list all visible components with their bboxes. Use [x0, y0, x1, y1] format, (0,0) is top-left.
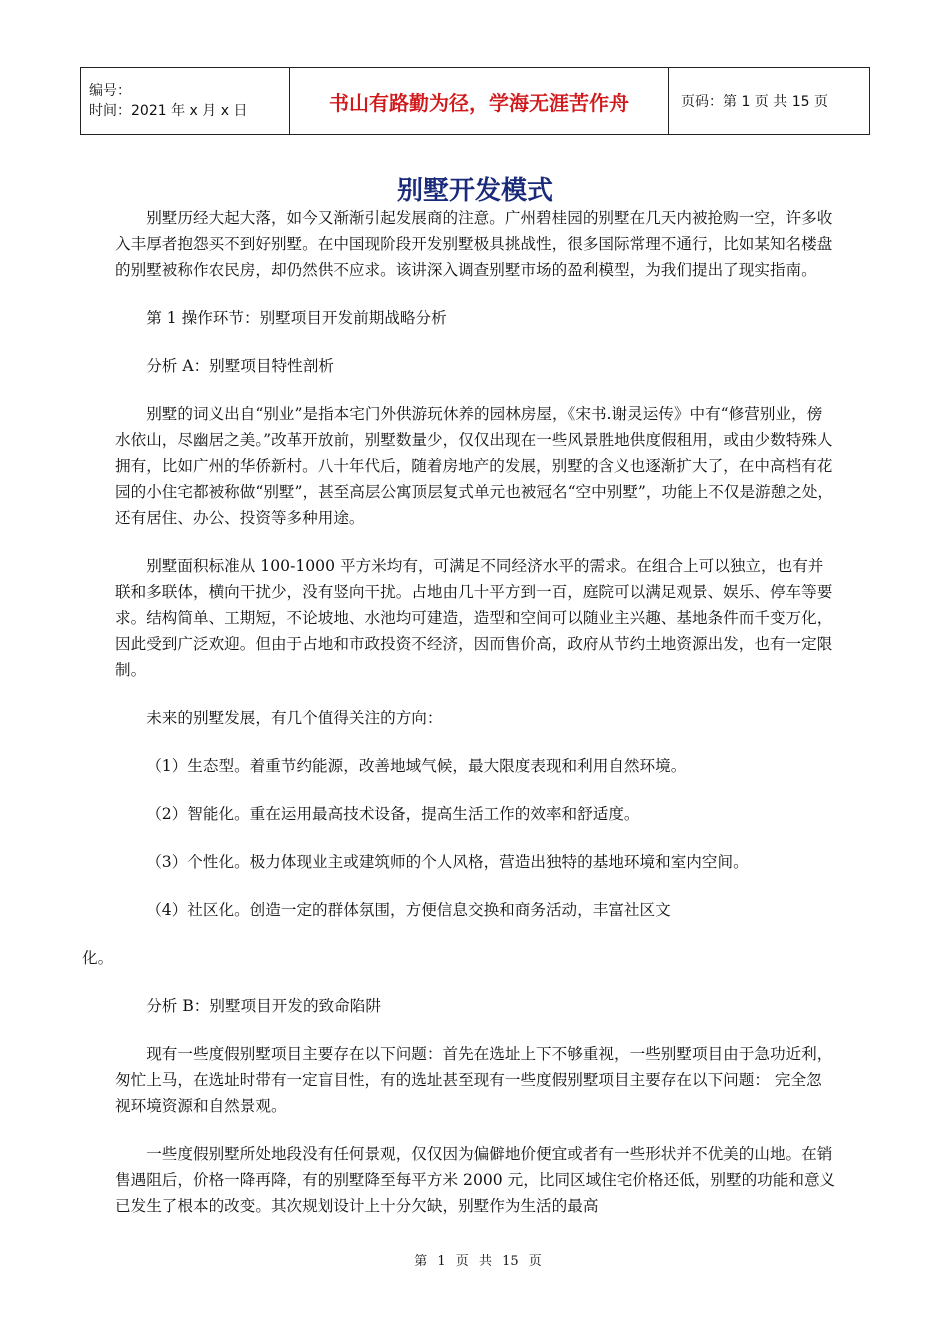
document-date-label: 时间：2021 年 x 月 x 日: [89, 103, 248, 119]
list-item-ecological: （1）生态型。着重节约能源，改善地域气候，最大限度表现和利用自然环境。: [146, 757, 687, 775]
footer-page-number: 1: [437, 1254, 446, 1269]
subsection-heading-b: 分析 B：别墅项目开发的致命陷阱: [146, 997, 381, 1015]
paragraph-problems: 现有一些度假别墅项目主要存在以下问题：首先在选址上下不够重视，一些别墅项目由于急功近利，匆忙上马，在选址时带有一定盲目性，有的选址甚至现有一些度假别墅项目主要存在以下问题： 完全忽视环境资源和自然景观。: [115, 1045, 833, 1115]
paragraph-etymology: 别墅的词义出自“别业”是指本宅门外供游玩休养的园林房屋，《宋书.谢灵运传》中有“修营别业，傍水依山，尽幽居之美。”改革开放前，别墅数量少，仅仅出现在一些风景胜地供度假租用，或由少数特殊人拥有，比如广州的华侨新村。八十年代后，随着房地产的发展，别墅的含义也逐渐扩大了，在中高档有花园的小住宅都被称做“别墅”，甚至高层公寓顶层复式单元也被冠名“空中别墅”，功能上不仅是游憩之处，还有居住、办公、投资等多种用途。: [115, 405, 834, 527]
footer-page-prefix: 第: [414, 1254, 428, 1269]
paragraph-future-directions: 未来的别墅发展，有几个值得关注的方向：: [146, 709, 443, 727]
document-header: [80, 67, 870, 135]
document-number-label: 编号：: [89, 83, 131, 99]
document-title: 别墅开发模式: [396, 176, 553, 206]
list-item-community: （4）社区化。创造一定的群体氛围，方便信息交换和商务活动，丰富社区文: [146, 901, 671, 919]
footer-total-unit: 页: [528, 1254, 542, 1269]
document-body: [82, 205, 837, 1219]
footer-total-pages: 15: [502, 1254, 519, 1269]
list-item-community-continued: 化。: [82, 949, 114, 967]
paragraph-area-standard: 别墅面积标准从 100-1000 平方米均有，可满足不同经济水平的需求。在组合上可以独立，也有并联和多联体，横向干扰少，没有竖向干扰。占地由几十平方到一百，庭院可以满足观景、娱乐、停车等要求。结构简单、工期短，不论坡地、水池均可建造，造型和空间可以随业主兴趣、基地条件而千变万化，因此受到广泛欢迎。但由于占地和市政投资不经济，因而售价高，政府从节约土地资源出发，也有一定限制。: [115, 557, 833, 679]
header-meta-cell: [81, 68, 290, 135]
header-motto: 书山有路勤为径，学海无涯苦作舟: [290, 68, 669, 135]
page-footer: [0, 1250, 950, 1269]
subsection-heading-a: 分析 A：别墅项目特性剖析: [146, 357, 334, 375]
list-item-intelligent: （2）智能化。重在运用最高技术设备，提高生活工作的效率和舒适度。: [146, 805, 640, 823]
header-page-info: 页码：第 1 页 共 15 页: [669, 68, 870, 135]
paragraph-location: 一些度假别墅所处地段没有任何景观，仅仅因为偏僻地价便宜或者有一些形状并不优美的山地。在销售遇阻后，价格一降再降，有的别墅降至每平方米 2000 元，比同区域住宅价格还低，别墅的功能和意义已发生了根本的改变。其次规划设计上十分欠缺，别墅作为生活的最高: [115, 1145, 836, 1215]
footer-page-unit: 页: [455, 1254, 469, 1269]
list-item-personalized: （3）个性化。极力体现业主或建筑师的个人风格，营造出独特的基地环境和室内空间。: [146, 853, 749, 871]
paragraph-intro: 别墅历经大起大落，如今又渐渐引起发展商的注意。广州碧桂园的别墅在几天内被抢购一空，许多收入丰厚者抱怨买不到好别墅。在中国现阶段开发别墅极具挑战性，很多国际常理不通行，比如某知名楼盘的别墅被称作农民房，却仍然供不应求。该讲深入调查别墅市场的盈利模型，为我们提出了现实指南。: [115, 209, 833, 279]
footer-total-prefix: 共: [478, 1254, 492, 1269]
section-heading-1: 第 1 操作环节：别墅项目开发前期战略分析: [146, 309, 447, 327]
